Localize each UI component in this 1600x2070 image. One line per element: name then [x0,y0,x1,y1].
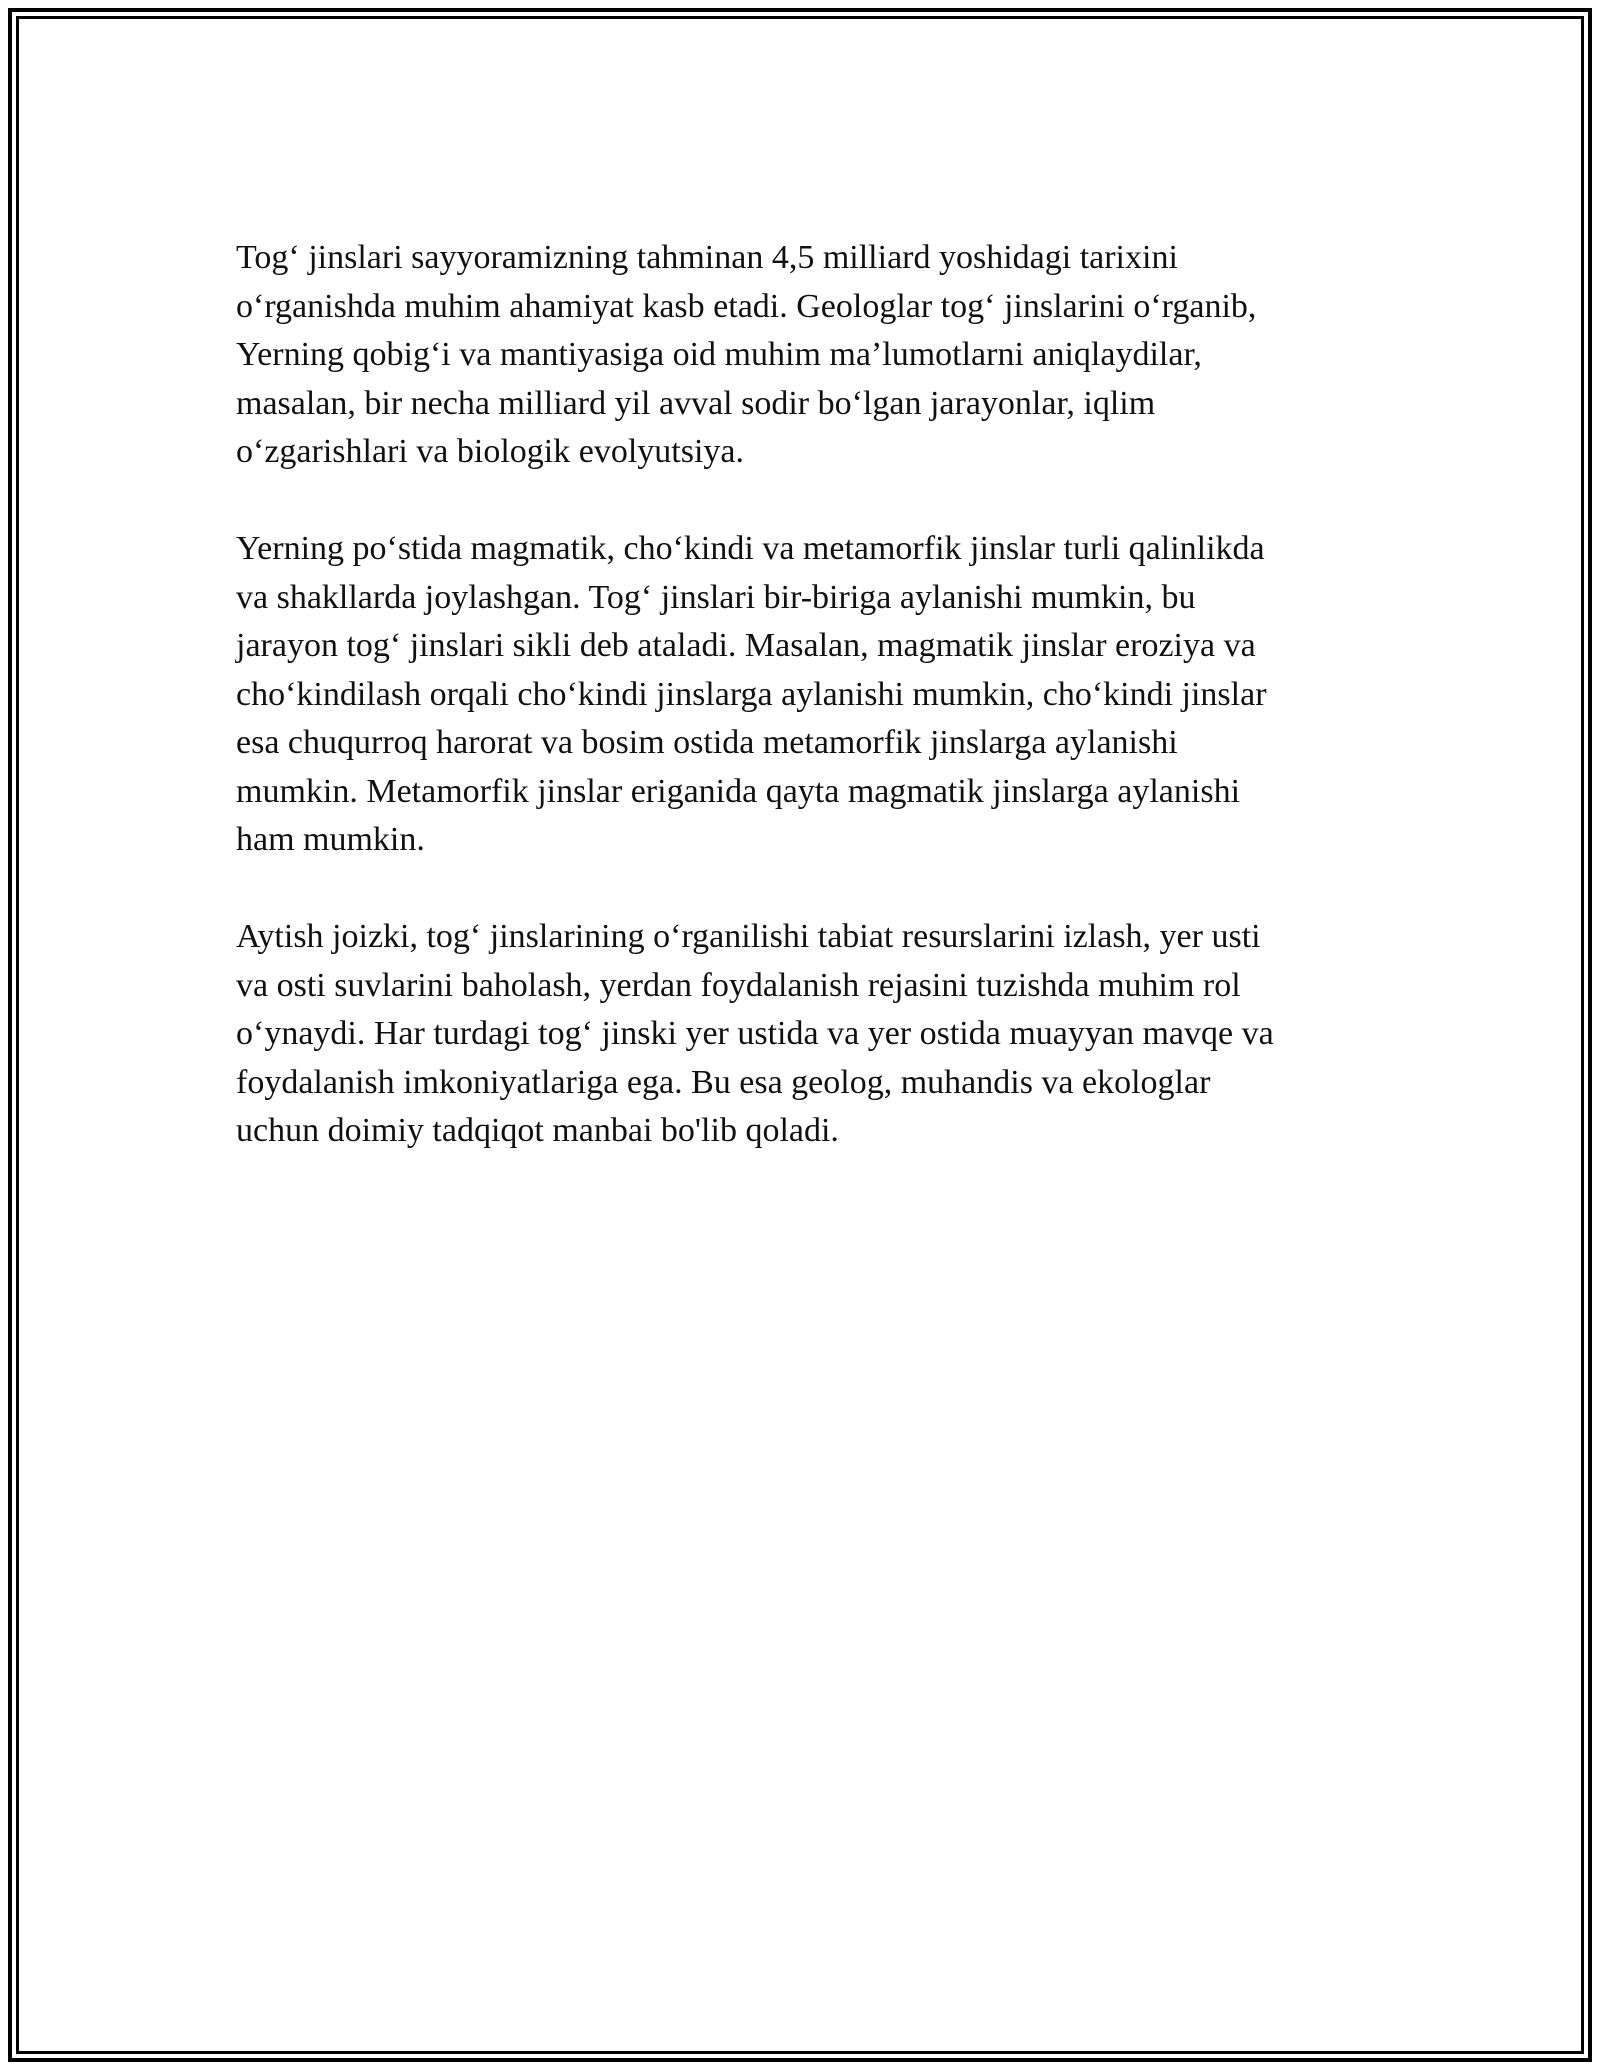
document-body [236,234,1366,1156]
paragraph-line: ham mumkin. [236,821,425,858]
paragraph-line: Aytish joizki, tog‘ jinslarining o‘rganilishi tabiat resurslarini izlash, yer usti [236,918,1261,955]
paragraph-line: o‘ynaydi. Har turdagi tog‘ jinski yer ustida va yer ostida muayyan mavqe va [236,1015,1274,1052]
paragraph-line: jarayon tog‘ jinslari sikli deb ataladi. Masalan, magmatik jinslar eroziya va [236,627,1256,664]
paragraph-line: Yerning po‘stida magmatik, cho‘kindi va metamorfik jinslar turli qalinlikda [236,530,1265,567]
paragraph-line: uchun doimiy tadqiqot manbai bo'lib qoladi. [236,1112,839,1149]
paragraph-line: esa chuqurroq harorat va bosim ostida metamorfik jinslarga aylanishi [236,724,1178,761]
paragraph-line: foydalanish imkoniyatlariga ega. Bu esa geolog, muhandis va ekologlar [236,1063,1211,1101]
paragraph-line: mumkin. Metamorfik jinslar eriganida qayta magmatik jinslarga aylanishi [236,772,1241,810]
paragraph-line: Tog‘ jinslari sayyoramizning tahminan 4,5 milliard yoshidagi tarixini [236,239,1178,276]
paragraph-line: va osti suvlarini baholash, yerdan foydalanish rejasini tuzishda muhim rol [236,966,1241,1004]
paragraph-1 [236,234,1366,477]
paragraph-line: masalan, bir necha milliard yil avval sodir bo‘lgan jarayonlar, iqlim [236,384,1156,422]
paragraph-2 [236,525,1366,865]
paragraph-line: o‘zgarishlari va biologik evolyutsiya. [236,433,744,470]
paragraph-3 [236,913,1366,1156]
paragraph-line: Yerning qobig‘i va mantiyasiga oid muhim ma’lumotlarni aniqlaydilar, [236,336,1202,373]
paragraph-line: cho‘kindilash orqali cho‘kindi jinslarga aylanishi mumkin, cho‘kindi jinslar [236,675,1267,713]
paragraph-line: va shakllarda joylashgan. Tog‘ jinslari bir-biriga aylanishi mumkin, bu [236,578,1196,616]
paragraph-line: o‘rganishda muhim ahamiyat kasb etadi. Geologlar tog‘ jinslarini o‘rganib, [236,287,1257,325]
